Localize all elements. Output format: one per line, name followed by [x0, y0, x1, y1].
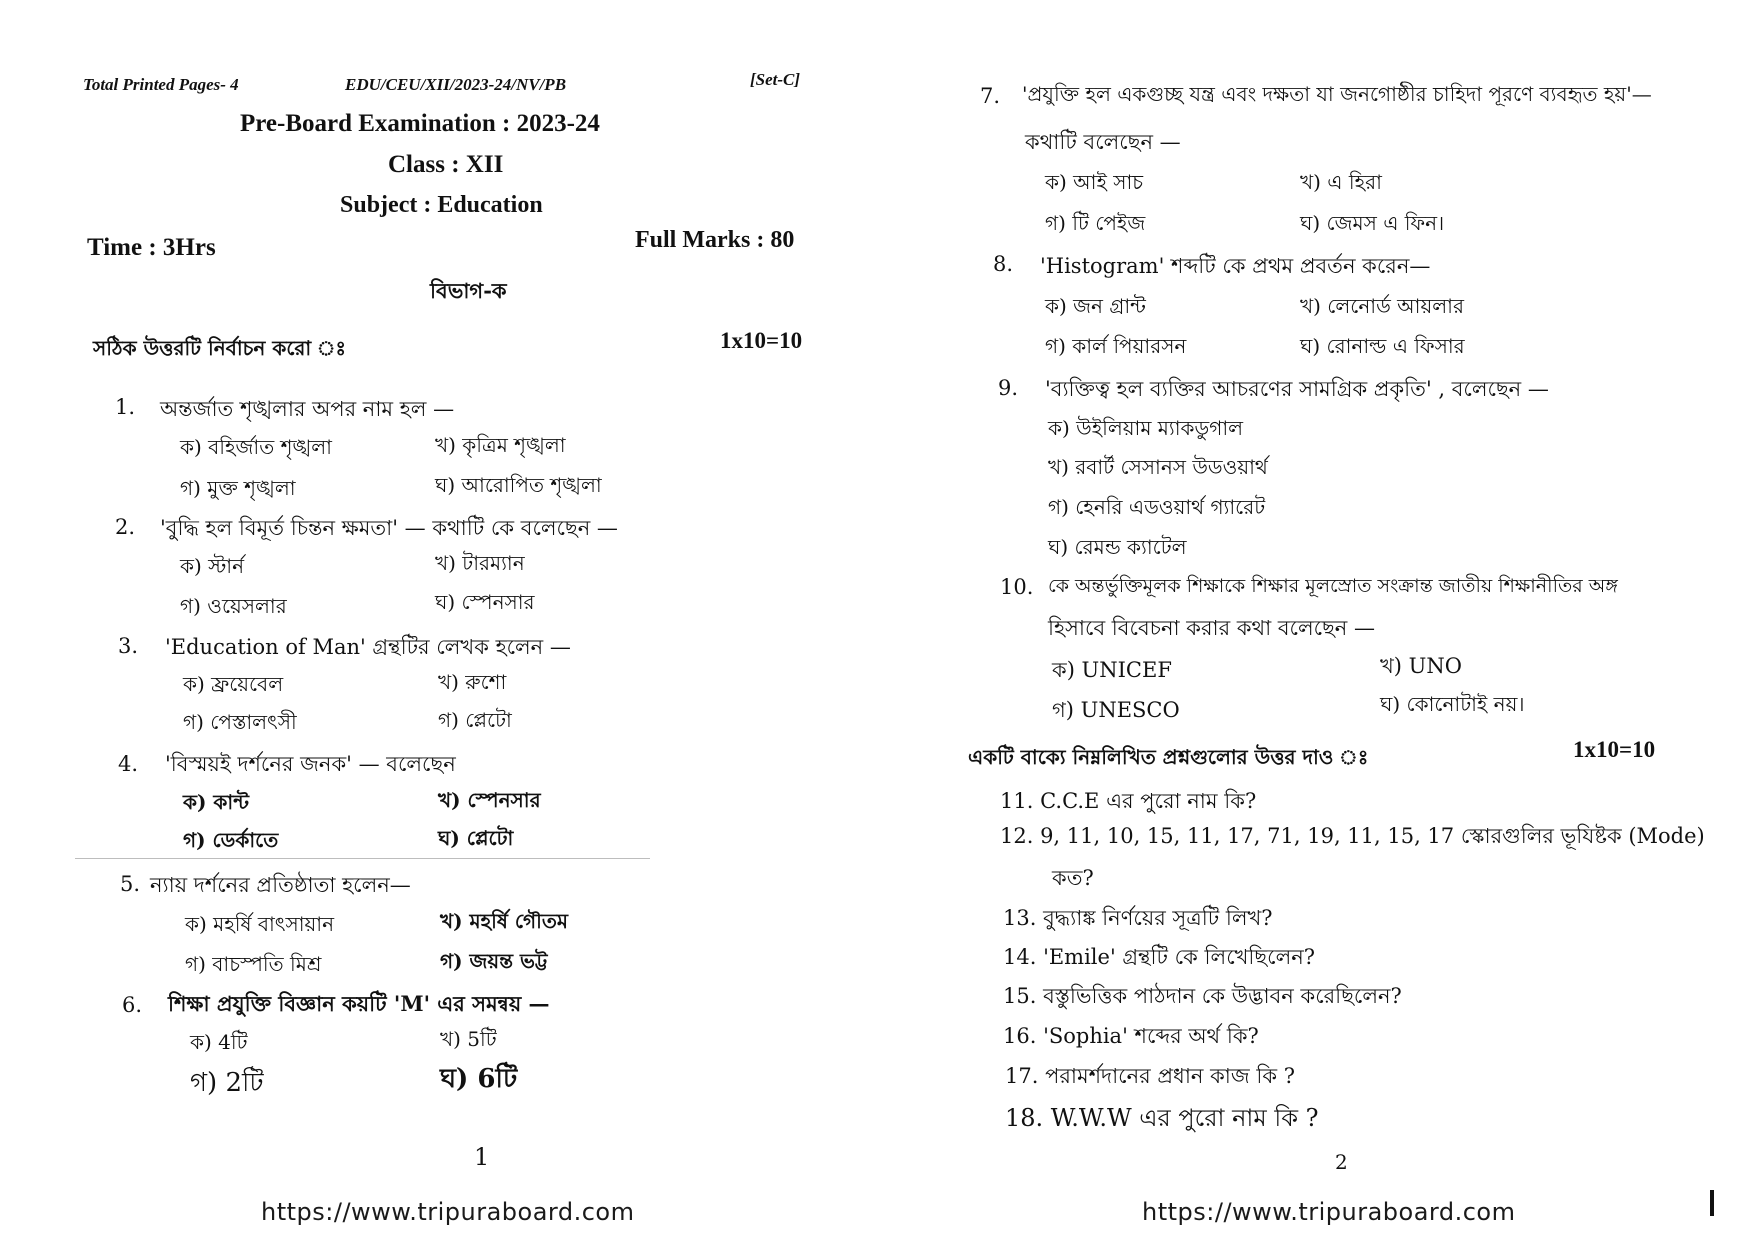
question-number: 9. [998, 376, 1019, 400]
short-question: 11. C.C.E এর পুরো নাম কি? [1000, 789, 1257, 813]
question-number: 4. [118, 752, 139, 776]
question-number: 10. [1000, 575, 1034, 599]
short-question: 15. বস্তুভিত্তিক পাঠদান কে উদ্ভাবন করেছিলেন? [1003, 984, 1402, 1008]
question-text: 'বিস্ময়ই দর্শনের জনক' — বলেছেন [165, 752, 456, 776]
question-number: 3. [118, 634, 139, 658]
question-text: ন্যায় দর্শনের প্রতিষ্ঠাতা হলেন— [150, 873, 411, 897]
short-question: 17. পরামর্শদানের প্রধান কাজ কি ? [1005, 1064, 1295, 1088]
option: খ) কৃত্রিম শৃঙ্খলা [435, 433, 566, 457]
short-question: 12. 9, 11, 10, 15, 11, 17, 71, 19, 11, 15, 17 স্কোরগুলির ভূযিষ্টক (Mode) [1000, 824, 1705, 848]
question-number: 2. [115, 515, 136, 539]
instruction-marks: 1x10=10 [1573, 737, 1656, 762]
question-text: 'প্রযুক্তি হল একগুচ্ছ যন্ত্র এবং দক্ষতা যা জনগোষ্ঠীর চাহিদা পূরণে ব্যবহৃত হয়'— [1022, 82, 1652, 106]
question-text: শিক্ষা প্রযুক্তি বিজ্ঞান কয়টি 'M' এর সমন্বয় — [168, 991, 550, 1016]
option: খ) এ হিরা [1300, 170, 1382, 194]
option: গ) হেনরি এডওয়ার্থ গ্যারেট [1048, 495, 1266, 519]
full-marks: Full Marks : 80 [635, 227, 795, 253]
question-text: 'Histogram' শব্দটি কে প্রথম প্রবর্তন করেন— [1040, 254, 1431, 278]
option: ঘ) 6টি [440, 1064, 518, 1094]
option: ঘ) প্লেটো [438, 826, 514, 850]
instruction: সঠিক উত্তরটি নির্বাচন করো ঃ [93, 336, 347, 360]
option: ক) আই সাচ [1045, 170, 1144, 194]
total-pages: Total Printed Pages- 4 [83, 75, 239, 94]
option: খ) UNO [1380, 654, 1462, 678]
scan-line [75, 858, 650, 859]
short-question: 14. 'Emile' গ্রন্থটি কে লিখেছিলেন? [1003, 945, 1316, 969]
option: খ) 5টি [440, 1027, 497, 1051]
option: গ) UNESCO [1052, 698, 1180, 722]
footer-url[interactable]: https://www.tripuraboard.com [1142, 1198, 1516, 1226]
question-number: 1. [115, 395, 136, 419]
section-heading: বিভাগ-ক [430, 278, 507, 303]
exam-title: Pre-Board Examination : 2023-24 [240, 110, 600, 137]
option: খ) টারম্যান [435, 551, 525, 575]
option: ক) স্টার্ন [180, 554, 245, 578]
set-label: [Set-C] [750, 70, 801, 89]
short-question: 16. 'Sophia' শব্দের অর্থ কি? [1003, 1024, 1259, 1048]
option: গ) পেস্তালৎসী [183, 710, 297, 734]
option: গ) মুক্ত শৃঙ্খলা [180, 476, 296, 500]
short-question-cont: কত? [1052, 866, 1094, 890]
question-text: কে অন্তর্ভুক্তিমূলক শিক্ষাকে শিক্ষার মূলস্রোত সংক্রান্ত জাতীয় শিক্ষানীতির অঙ্গ [1048, 575, 1618, 597]
option: ক) মহর্ষি বাৎসায়ান [185, 912, 335, 936]
question-number: 6. [122, 993, 143, 1017]
option: খ) রবার্ট সেসানস উডওয়ার্থ [1048, 455, 1268, 479]
option: ক) UNICEF [1052, 658, 1172, 682]
option: খ) মহর্ষি গৌতম [440, 909, 568, 933]
option: গ) 2টি [190, 1068, 264, 1098]
class-label: Class : XII [388, 151, 504, 178]
instruction-marks: 1x10=10 [720, 328, 803, 353]
option: ক) কান্ট [183, 790, 249, 814]
question-text-cont: কথাটি বলেছেন — [1025, 130, 1181, 154]
option: ঘ) স্পেনসার [435, 590, 535, 614]
question-text: 'ব্যক্তিত্ব হল ব্যক্তির আচরণের সামগ্রিক প্রকৃতি' , বলেছেন — [1045, 377, 1549, 401]
option: গ) কার্ল পিয়ারসন [1045, 334, 1187, 358]
option: গ) ওয়েসলার [180, 594, 287, 618]
subject-label: Subject : Education [340, 192, 543, 218]
option: ক) 4টি [190, 1030, 248, 1054]
short-question: 13. বুদ্ধ্যাঙ্ক নির্ণয়ের সূত্রটি লিখ? [1003, 906, 1273, 930]
question-number: 8. [993, 252, 1014, 276]
option: ক) জন গ্রান্ট [1045, 294, 1146, 318]
option: খ) স্পেনসার [438, 788, 541, 812]
exam-code: EDU/CEU/XII/2023-24/NV/PB [345, 75, 567, 94]
option: গ) জয়ন্ত ভট্ট [440, 949, 548, 973]
option: গ) ডের্কাতে [183, 828, 279, 852]
option: ঘ) রেমন্ড ক্যাটেল [1048, 535, 1187, 559]
option: ঘ) রোনাল্ড এ ফিসার [1300, 334, 1465, 358]
page-number: 2 [1335, 1150, 1348, 1174]
question-number: 7. [980, 84, 1001, 108]
question-text: 'Education of Man' গ্রন্থটির লেখক হলেন — [165, 635, 571, 659]
question-text: অন্তর্জাত শৃঙ্খলার অপর নাম হল — [160, 397, 455, 421]
time-label: Time : 3Hrs [87, 234, 216, 261]
scan-mark [1710, 1190, 1714, 1216]
option: খ) রুশো [438, 670, 507, 694]
option: গ) বাচস্পতি মিশ্র [185, 952, 322, 976]
option: ক) বহির্জাত শৃঙ্খলা [180, 435, 332, 459]
footer-url[interactable]: https://www.tripuraboard.com [261, 1198, 635, 1226]
option: গ) টি পেইজ [1045, 211, 1146, 235]
option: খ) লেনোর্ড আয়লার [1300, 294, 1464, 318]
option: ক) উইলিয়াম ম্যাকডুগাল [1048, 416, 1244, 440]
option: ঘ) আরোপিত শৃঙ্খলা [435, 473, 602, 497]
option: ঘ) জেমস এ ফিন। [1300, 211, 1445, 235]
option: ঘ) কোনোটাই নয়। [1380, 692, 1525, 716]
question-number: 5. [120, 872, 141, 896]
instruction: একটি বাক্যে নিম্নলিখিত প্রশ্নগুলোর উত্তর দাও ঃ [968, 745, 1369, 769]
question-text: 'বুদ্ধি হল বিমূর্ত চিন্তন ক্ষমতা' — কথাটি কে বলেছেন — [160, 516, 618, 540]
short-question: 18. W.W.W এর পুরো নাম কি ? [1005, 1104, 1319, 1132]
option: ক) ফ্রয়েবেল [183, 672, 284, 696]
question-text-cont: হিসাবে বিবেচনা করার কথা বলেছেন — [1048, 616, 1376, 640]
page-number: 1 [474, 1143, 490, 1171]
option: গ) প্লেটো [438, 708, 512, 732]
